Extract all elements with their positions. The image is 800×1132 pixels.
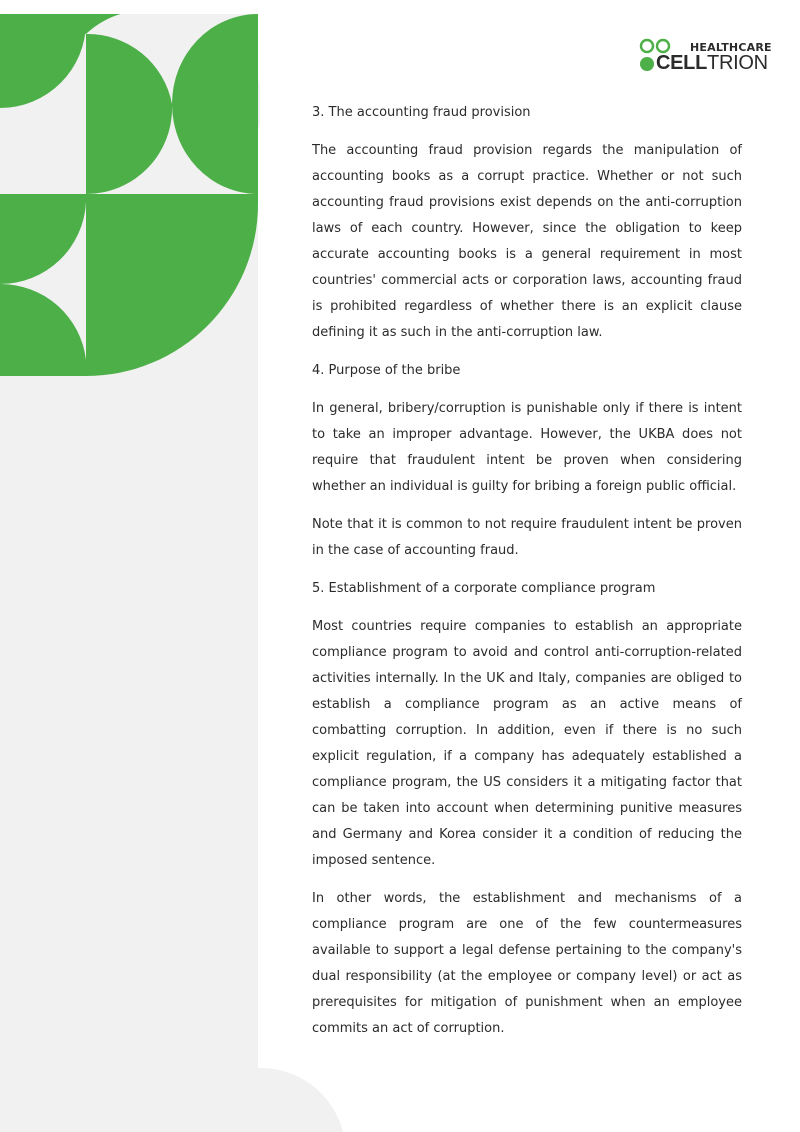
logo-wordmark-bold: CELL: [656, 52, 708, 74]
paragraph: Most countries require companies to establish an appropriate compliance program to avoid and control anti-corruption-related activities internally. In the UK and Italy, companies are obliged to establish a compliance program as an active means of combatting corruption. In addition, even if there is no such explicit regulation, if a company has adequately established a compliance program, the US considers it a mitigating factor that can be taken into account when determining punitive measures and Germany and Korea consider it a condition of reducing the imposed sentence.: [312, 619, 742, 868]
logo-wordmark: [656, 52, 768, 74]
section-heading: 4. Purpose of the bribe: [312, 363, 461, 378]
paragraph: In general, bribery/corruption is punishable only if there is intent to take an improper advantage. However, the UKBA does not require that fraudulent intent be proven when considering whether an individual is guilty for bribing a foreign public official.: [312, 401, 742, 494]
paragraph: Note that it is common to not require fraudulent intent be proven in the case of accounting fraud.: [312, 517, 742, 558]
paragraph: The accounting fraud provision regards the manipulation of accounting books as a corrupt practice. Whether or not such accounting fraud provisions exist depends on the anti-corruption laws of each country. However, since the obligation to keep accurate accounting books is a general requirement in most countries' commercial acts or corporation laws, accounting fraud is prohibited regardless of whether there is an explicit clause defining it as such in the anti-corruption law.: [312, 143, 742, 340]
paragraph: In other words, the establishment and mechanisms of a compliance program are one of the few countermeasures available to support a legal defense pertaining to the company's dual responsibility (at the employee or company level) or act as prerequisites for mitigation of punishment when an employee commits an act of corruption.: [312, 891, 742, 1036]
decorative-green-shapes: [0, 14, 260, 376]
logo-healthcare-text: HEALTHCARE: [690, 41, 772, 54]
logo-wordmark-regular: TRION: [707, 52, 768, 74]
section-heading: 5. Establishment of a corporate compliance program: [312, 581, 656, 596]
celltrion-logo: [638, 37, 770, 77]
section-heading: 3. The accounting fraud provision: [312, 105, 531, 120]
bottom-arc-decoration: [0, 1060, 345, 1132]
document-body: [312, 100, 742, 1054]
